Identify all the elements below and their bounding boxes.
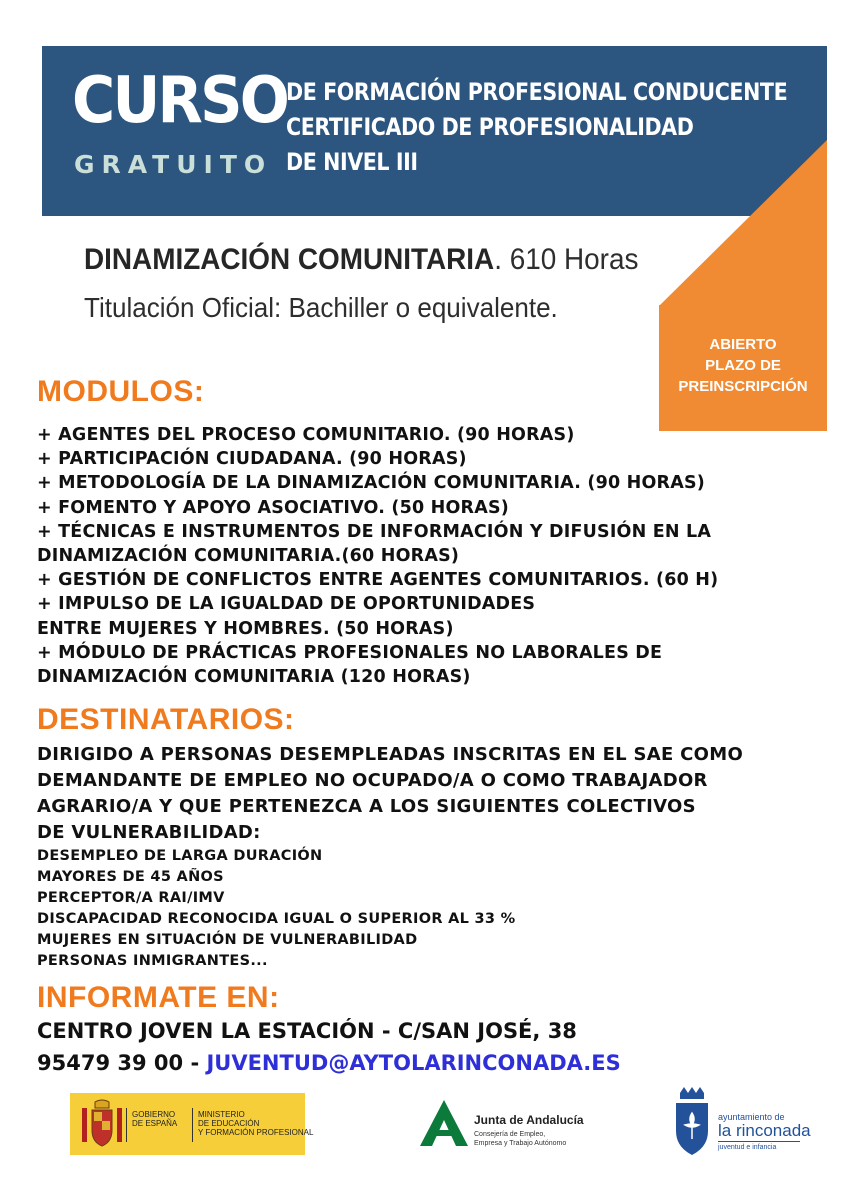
- logo-divider: [126, 1108, 127, 1142]
- rinconada-divider: [718, 1141, 800, 1142]
- info-address: CENTRO JOVEN LA ESTACIÓN - C/SAN JOSÉ, 38: [37, 1019, 577, 1043]
- header-line-2: CERTIFICADO DE PROFESIONALIDAD: [286, 113, 694, 141]
- course-name: DINAMIZACIÓN COMUNITARIA: [84, 243, 495, 276]
- module-line: DINAMIZACIÓN COMUNITARIA.(60 HORAS): [37, 546, 460, 567]
- collective-item: PERCEPTOR/A RAI/IMV: [37, 890, 225, 906]
- module-line: + MÓDULO DE PRÁCTICAS PROFESIONALES NO LABORALES DE: [37, 642, 663, 663]
- junta-andalucia-logo-icon: [420, 1100, 468, 1146]
- course-title: [84, 240, 638, 280]
- intro-line: DIRIGIDO A PERSONAS DESEMPLEADAS INSCRITAS EN EL SAE COMO: [37, 744, 744, 765]
- recipients-intro: [37, 742, 837, 846]
- rinconada-shield-icon: [672, 1085, 712, 1157]
- modules-heading: MODULOS:: [37, 375, 205, 408]
- module-line: + PARTICIPACIÓN CIUDADANA. (90 HORAS): [37, 449, 467, 470]
- ministerio-text: MINISTERIO DE EDUCACIÓN Y FORMACIÓN PROFESIONAL: [198, 1110, 314, 1137]
- module-line: ENTRE MUJERES Y HOMBRES. (50 HORAS): [37, 618, 454, 639]
- collectives-list: [37, 846, 657, 972]
- info-phone: 95479 39 00 -: [37, 1051, 207, 1075]
- rinconada-top-text: ayuntamiento de: [718, 1112, 785, 1122]
- badge-line-3: PREINSCRIPCIÓN: [678, 378, 808, 395]
- badge-line-1: ABIERTO: [709, 336, 777, 353]
- module-line: DINAMIZACIÓN COMUNITARIA (120 HORAS): [37, 667, 471, 688]
- collective-item: MAYORES DE 45 AÑOS: [37, 869, 224, 885]
- course-requirement: Titulación Oficial: Bachiller o equivalente.: [84, 292, 558, 323]
- info-email-link[interactable]: JUVENTUD@AYTOLARINCONADA.ES: [206, 1051, 621, 1075]
- course-hours: . 610 Horas: [494, 243, 639, 276]
- junta-title: Junta de Andalucía: [474, 1113, 584, 1127]
- rinconada-name: la rinconada: [718, 1121, 811, 1140]
- rinconada-subtitle: juventud e infancia: [718, 1144, 777, 1151]
- module-line: + TÉCNICAS E INSTRUMENTOS DE INFORMACIÓN Y DIFUSIÓN EN LA: [37, 521, 712, 542]
- collective-item: DESEMPLEO DE LARGA DURACIÓN: [37, 848, 323, 864]
- recipients-heading: DESTINATARIOS:: [37, 703, 295, 736]
- logo-divider: [192, 1108, 193, 1142]
- module-line: + AGENTES DEL PROCESO COMUNITARIO. (90 HORAS): [37, 425, 575, 445]
- spain-coat-of-arms-icon: [78, 1098, 126, 1150]
- intro-line: DE VULNERABILIDAD:: [37, 822, 261, 843]
- curso-title: CURSO: [72, 64, 288, 138]
- collective-item: DISCAPACIDAD RECONOCIDA IGUAL O SUPERIOR AL 33 %: [37, 911, 516, 927]
- module-line: + IMPULSO DE LA IGUALDAD DE OPORTUNIDADES: [37, 594, 536, 615]
- registration-badge-text: [659, 334, 827, 397]
- header-line-3: DE NIVEL III: [286, 148, 418, 176]
- module-line: + FOMENTO Y APOYO ASOCIATIVO. (50 HORAS): [37, 497, 509, 518]
- info-heading: INFORMATE EN:: [37, 981, 280, 1014]
- intro-line: AGRARIO/A Y QUE PERTENEZCA A LOS SIGUIENTES COLECTIVOS: [37, 796, 696, 817]
- module-line: + METODOLOGÍA DE LA DINAMIZACIÓN COMUNITARIA. (90 HORAS): [37, 473, 705, 494]
- header-line-1: DE FORMACIÓN PROFESIONAL CONDUCENTE: [286, 78, 788, 106]
- badge-line-2: PLAZO DE: [705, 357, 781, 374]
- collective-item: MUJERES EN SITUACIÓN DE VULNERABILIDAD: [37, 932, 418, 948]
- gobierno-espana-text: GOBIERNO DE ESPAÑA: [132, 1110, 178, 1128]
- junta-subtitle: Consejería de Empleo, Empresa y Trabajo Autónomo: [474, 1131, 567, 1147]
- orange-triangle-shape: [659, 140, 827, 306]
- collective-item: PERSONAS INMIGRANTES...: [37, 953, 268, 969]
- modules-list: [37, 423, 827, 689]
- gratuito-subtitle: GRATUITO: [74, 150, 273, 179]
- intro-line: DEMANDANTE DE EMPLEO NO OCUPADO/A O COMO TRABAJADOR: [37, 770, 708, 791]
- module-line: + GESTIÓN DE CONFLICTOS ENTRE AGENTES COMUNITARIOS. (60 H): [37, 570, 719, 591]
- info-contact: [37, 1048, 621, 1078]
